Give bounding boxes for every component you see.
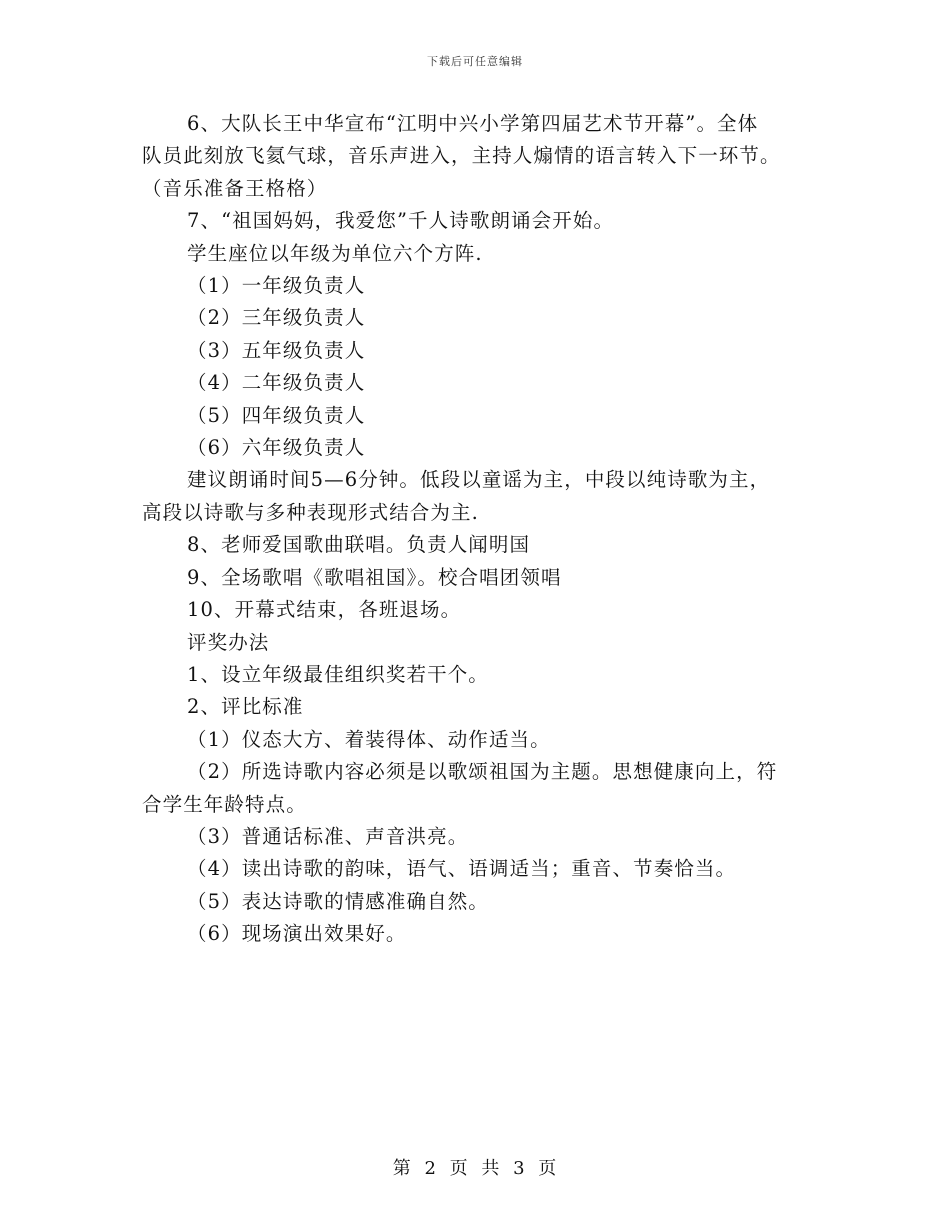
section-heading: 评奖办法 <box>187 630 270 654</box>
body-line: 2、评比标准 <box>187 695 304 719</box>
body-line: （3）五年级负责人 <box>187 338 366 362</box>
body-line: （4）读出诗歌的韵味，语气、语调适当；重音、节奏恰当。 <box>187 857 737 881</box>
body-line: 建议朗诵时间5—6分钟。低段以童谣为主，中段以纯诗歌为主， <box>187 468 771 492</box>
page-header: 下载后可任意编辑 <box>427 55 523 68</box>
body-line: 1、设立年级最佳组织奖若干个。 <box>187 662 489 686</box>
body-line: （4）二年级负责人 <box>187 371 366 395</box>
body-line: （6）六年级负责人 <box>187 436 366 460</box>
body-line: （5）四年级负责人 <box>187 403 366 427</box>
body-line: （2）所选诗歌内容必须是以歌颂祖国为主题。思想健康向上，符 <box>187 760 778 784</box>
body-line: （5）表达诗歌的情感准确自然。 <box>187 889 489 913</box>
body-line: 学生座位以年级为单位六个方阵. <box>187 241 483 265</box>
body-line: （6）现场演出效果好。 <box>187 922 407 946</box>
body-line: 高段以诗歌与多种表现形式结合为主. <box>142 500 479 524</box>
body-line: （3）普通话标准、声音洪亮。 <box>187 824 469 848</box>
body-line: 9、全场歌唱《歌唱祖国》。校合唱团领唱 <box>187 565 562 589</box>
body-line: （音乐准备王格格） <box>142 176 328 200</box>
body-line: （1）一年级负责人 <box>187 274 366 298</box>
body-line: （1）仪态大方、着装得体、动作适当。 <box>187 727 551 751</box>
document-body <box>142 108 814 951</box>
body-line: 10、开幕式结束，各班退场。 <box>187 598 462 622</box>
body-line: （2）三年级负责人 <box>187 306 366 330</box>
body-line: 7、“祖国妈妈，我爱您”千人诗歌朗诵会开始。 <box>187 209 615 233</box>
body-line: 6、大队长王中华宣布“江明中兴小学第四届艺术节开幕”。全体 <box>187 112 759 135</box>
body-line: 合学生年龄特点。 <box>142 792 307 816</box>
page-number: 第 2 页 共 3 页 <box>392 1158 558 1179</box>
body-line: 队员此刻放飞氦气球，音乐声进入，主持人煽情的语言转入下一环节。 <box>142 144 781 168</box>
body-line: 8、老师爱国歌曲联唱。负责人闻明国 <box>187 533 531 557</box>
